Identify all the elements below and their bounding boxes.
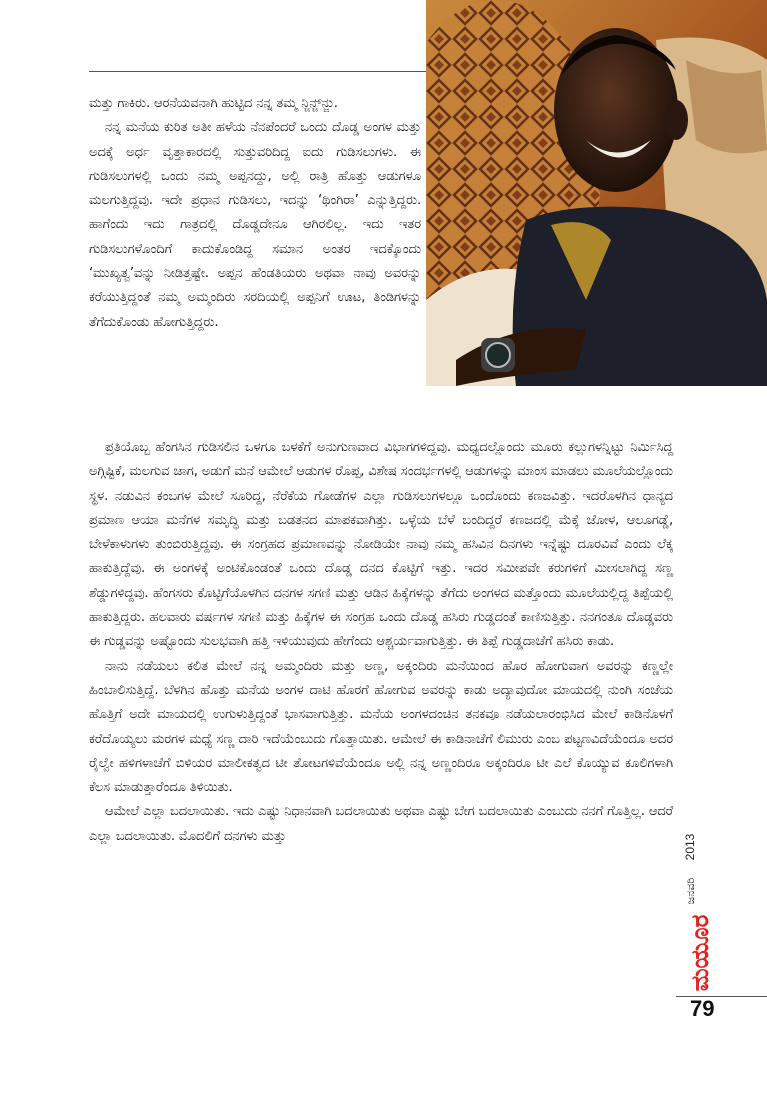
paragraph: ಆಮೇಲೆ ಎಲ್ಲಾ ಬದಲಾಯಿತು. ಇದು ಎಷ್ಟು ನಿಧಾನವಾಗಿ ಬದಲಾಯಿತು ಅಥವಾ ಎಷ್ಟು ಬೇಗ ಬದಲಾಯಿತು ಎಂಬುದು ನನಗೆ ಗೊತ್ತಿಲ್ಲ. ಆದರೆ ಎಲ್ಲಾ ಬದಲಾಯಿತು. ಮೊದಲಿಗೆ ದನಗಳು ಮತ್ತು xyxy=(89,804,673,844)
article-column-narrow xyxy=(89,92,421,335)
paragraph: ಮತ್ತು ಗಾಕಿರು. ಆರನೆಯವನಾಗಿ ಹುಟ್ಟಿದ ನನ್ನ ತಮ್ಮ ನ್ಜಿನ್ಜ್‌ನ್ಜು. xyxy=(89,96,338,111)
masthead xyxy=(684,795,714,995)
author-photo xyxy=(426,0,767,386)
masthead-month: ಜನವರಿ xyxy=(684,877,697,905)
masthead-year: 2013 xyxy=(684,833,697,861)
paragraph: ನನ್ನ ಮನೆಯ ಕುರಿತ ಅತೀ ಹಳೆಯ ನೆನಪೆಂದರೆ ಒಂದು ದೊಡ್ಡ ಅಂಗಳ ಮತ್ತು ಅದಕ್ಕೆ ಅರ್ಧ ವೃತ್ತಾಕಾರದಲ್ಲಿ ಸುತ್ತುವರಿದಿದ್ದ ಐದು ಗುಡಿಸಲುಗಳು. ಈ ಗುಡಿಸಲುಗಳಲ್ಲಿ ಒಂದು ನಮ್ಮ ಅಪ್ಪನದ್ದು, ಅಲ್ಲಿ ರಾತ್ರಿ ಹೊತ್ತು ಆಡುಗಳೂ ಮಲಗುತ್ತಿದ್ದವು. ಇದೇ ಪ್ರಧಾನ ಗುಡಿಸಲು, ಇದನ್ನು ‘ಥಿಂಗಿರಾ’ ಎನ್ನುತ್ತಿದ್ದರು. ಹಾಗೆಂದು ಇದು ಗಾತ್ರದಲ್ಲಿ ದೊಡ್ಡದೇನೂ ಆಗಿರಲಿಲ್ಲ. ಇದು ಇತರ ಗುಡಿಸಲುಗಳೊಂದಿಗೆ ಕಾದುಕೊಂಡಿದ್ದ ಸಮಾನ ಅಂತರ ಇದಕ್ಕೊಂದು ‘ಮುಖ್ಯತ್ವ’ವನ್ನು ನೀಡಿತ್ತಷ್ಟೇ. ಅಪ್ಪನ ಹೆಂಡತಿಯರು ಅಥವಾ ನಾವು ಅವರನ್ನು ಕರೆಯುತ್ತಿದ್ದಂತೆ ನಮ್ಮ ಅಮ್ಮಂದಿರು ಸರದಿಯಲ್ಲಿ ಅಪ್ಪನಿಗೆ ಊಟ, ತಿಂಡಿಗಳನ್ನು ತೆಗೆದುಕೊಂಡು ಹೋಗುತ್ತಿದ್ದರು. xyxy=(89,120,421,330)
paragraph: ಪ್ರತಿಯೊಬ್ಬ ಹೆಂಗಸಿನ ಗುಡಿಸಲಿನ ಒಳಗೂ ಬಳಕೆಗೆ ಅನುಗುಣವಾದ ವಿಭಾಗಗಳಿದ್ದವು. ಮಧ್ಯದಲ್ಲೊಂದು ಮೂರು ಕಲ್ಲುಗಳನ್ನಿಟ್ಟು ನಿರ್ಮಿಸಿದ್ದ ಅಗ್ಗಿಷ್ಟಿಕೆ, ಮಲಗುವ ಜಾಗ, ಅಡುಗೆ ಮನೆ ಆಮೇಲೆ ಆಡುಗಳ ರೊಪ್ಪ, ವಿಶೇಷ ಸಂದರ್ಭಗಳಲ್ಲಿ ಆಡುಗಳನ್ನು ಮಾಂಸ ಮಾಡಲು ಮೂಲೆಯಲ್ಲೊಂದು ಸ್ಥಳ. ನಡುವಿನ ಕಂಬಗಳ ಮೇಲೆ ಸೂರಿದ್ದ, ನೆರೆಕೆಯ ಗೋಡೆಗಳ ಎಲ್ಲಾ ಗುಡಿಸಲುಗಳಲ್ಲೂ ಒಂದೊಂದು ಕಣಜವಿತ್ತು. ಇದರೊಳಗಿನ ಧಾನ್ಯದ ಪ್ರಮಾಣ ಆಯಾ ಮನೆಗಳ ಸಮೃದ್ಧಿ ಮತ್ತು ಬಡತನದ ಮಾಪಕವಾಗಿತ್ತು. ಒಳ್ಳೆಯ ಬೆಳೆ ಬಂದಿದ್ದರೆ ಕಣಜದಲ್ಲಿ ಮೆಕ್ಕೆ ಜೋಳ, ಆಲೂಗಡ್ಡೆ, ಬೇಳೆಕಾಳುಗಳು ತುಂಬಿರುತ್ತಿದ್ದವು. ಈ ಸಂಗ್ರಹದ ಪ್ರಮಾಣವನ್ನು ನೋಡಿಯೇ ನಾವು ನಮ್ಮ ಹಸಿವಿನ ದಿನಗಳು ಇನ್ನೆಷ್ಟು ದೂರವಿವೆ ಎಂದು ಲೆಕ್ಕ ಹಾಕುತ್ತಿದ್ದೆವು. ಈ ಅಂಗಳಕ್ಕೆ ಅಂಟಿಕೊಂಡಂತೆ ಒಂದು ದೊಡ್ಡ ದನದ ಕೊಟ್ಟಿಗೆ ಇತ್ತು. ಇದರ ಸಮೀಪವೇ ಕರುಗಳಿಗೆ ಮೀಸಲಾಗಿದ್ದ ಸಣ್ಣ ಶೆಡ್ಡುಗಳಿದ್ದವು. ಹೆಂಗಸರು ಕೊಟ್ಟಿಗೆಯೊಳಗಿನ ದನಗಳ ಸಗಣಿ ಮತ್ತು ಆಡಿನ ಹಿಕ್ಕೆಗಳನ್ನು ತೆಗೆದು ಅಂಗಳದ ಮತ್ತೊಂದು ಮೂಲೆಯಲ್ಲಿದ್ದ ತಿಪ್ಪೆಯಲ್ಲಿ ಹಾಕುತ್ತಿದ್ದರು. ಹಲವಾರು ವರ್ಷಗಳ ಸಗಣಿ ಮತ್ತು ಹಿಕ್ಕೆಗಳ ಈ ಸಂಗ್ರಹ ಒಂದು ದೊಡ್ಡ ಹಸಿರು ಗುಡ್ಡದಂತೆ ಕಾಣಿಸುತ್ತಿತ್ತು. ನನಗಂತೂ ದೊಡ್ಡವರು ಈ ಗುಡ್ಡವನ್ನು ಅಷ್ಟೊಂದು ಸುಲಭವಾಗಿ ಹತ್ತಿ ಇಳಿಯುವುದು ಹೇಗೆಂದು ಆಶ್ಚರ್ಯವಾಗುತ್ತಿತ್ತು. ಈ ತಿಪ್ಪೆ ಗುಡ್ಡದಾಚೆಗೆ ಹಸಿರು ಕಾಡು. xyxy=(89,440,673,650)
article-column-wide xyxy=(89,436,673,849)
top-rule xyxy=(89,71,426,72)
paragraph: ನಾನು ನಡೆಯಲು ಕಲಿತ ಮೇಲೆ ನನ್ನ ಅಮ್ಮಂದಿರು ಮತ್ತು ಅಣ್ಣ, ಅಕ್ಕಂದಿರು ಮನೆಯಿಂದ ಹೊರ ಹೋಗುವಾಗ ಅವರನ್ನು ಕಣ್ಣಲ್ಲೇ ಹಿಂಬಾಲಿಸುತ್ತಿದ್ದೆ. ಬೆಳಗಿನ ಹೊತ್ತು ಮನೆಯ ಅಂಗಳ ದಾಟಿ ಹೊರಗೆ ಹೋಗುವ ಅವರನ್ನು ಕಾಡು ಅದ್ಯಾವುದೋ ಮಾಯದಲ್ಲಿ ನುಂಗಿ ಸಂಜೆಯ ಹೊತ್ತಿಗೆ ಅದೇ ಮಾಯದಲ್ಲಿ ಉಗುಳುತ್ತಿದ್ದಂತೆ ಭಾಸವಾಗುತ್ತಿತ್ತು. ಮನೆಯ ಅಂಗಳದಂಚಿನ ತನಕವೂ ನಡೆಯಲಾರಂಭಿಸಿದ ಮೇಲೆ ಕಾಡಿನೊಳಗೆ ಕರೆದೊಯ್ಯಲು ಮರಗಳ ಮಧ್ಯೆ ಸಣ್ಣ ದಾರಿ ಇದೆಯೆಂಬುದು ಗೊತ್ತಾಯಿತು. ಆಮೇಲೆ ಈ ಕಾಡಿನಾಚೆಗೆ ಲಿಮುರು ಎಂಬ ಪಟ್ಟಣವಿದೆಯೆಂದೂ ಅದರ ರೈಲ್ವೇ ಹಳಿಗಳಾಚೆಗೆ ಬಿಳಿಯರ ಮಾಲೀಕತ್ವದ ಟೀ ತೋಟಗಳಿವೆಯೆಂದೂ ಅಲ್ಲಿ ನನ್ನ ಅಣ್ಣಂದಿರೂ ಅಕ್ಕಂದಿರೂ ಟೀ ಎಲೆ ಕೊಯ್ಯುವ ಕೂಲಿಗಳಾಗಿ ಕೆಲಸ ಮಾಡುತ್ತಾರೆಂದೂ ತಿಳಿಯಿತು. xyxy=(89,658,673,796)
masthead-logo: ಮಯೂರ xyxy=(686,914,714,992)
page-number: 79 xyxy=(690,996,715,1021)
